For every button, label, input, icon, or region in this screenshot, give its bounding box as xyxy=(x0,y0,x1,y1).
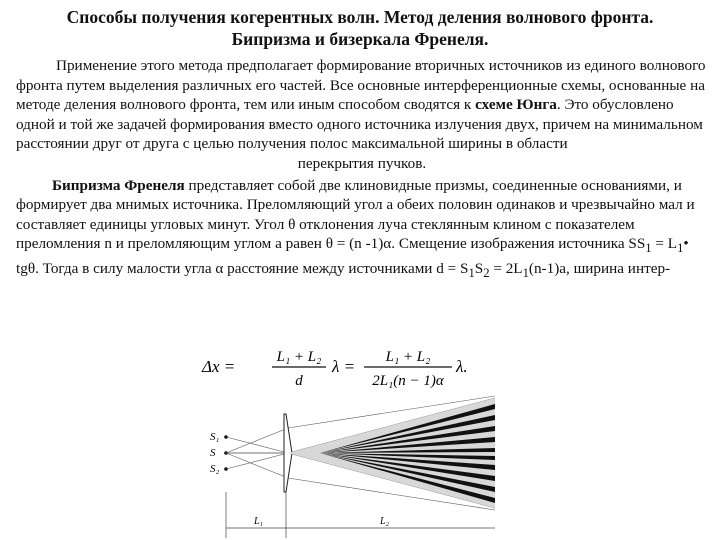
p2-text-a: представляет собой две клиновидные призмы, соединенные основаниями, и формирует два мнимых источника. Преломляющий угол a обеих половин одинаков и чрезвычайно мал и составляет единицы угловых минут. Угол θ отклонения луча стеклянным клином с показателем преломления n и преломляющим углом a равен θ = (n -1)α. Смещение изображения источника SS xyxy=(16,176,695,253)
p1-text-a: Применение этого метода предполагает формирование вторичных источников из единого волнового фронта путем выделения различных его частей. Все основные интерференционные схемы, основанные на методе деления волнового фронта, тем или иным способом сводятся к xyxy=(16,57,706,114)
title-line-1: Способы получения когерентных волн. Метод деления волнового фронта. xyxy=(66,7,654,27)
p2-sub-4: 2 xyxy=(483,266,490,280)
page-title xyxy=(0,6,720,50)
formula-numerator-2: L₁ + L₂ xyxy=(385,349,431,365)
body-text xyxy=(16,56,708,284)
paragraph-biprism xyxy=(16,176,708,284)
p2-sub-2: 1 xyxy=(677,241,684,256)
formula-delta-x: Δx = xyxy=(202,357,236,376)
p1-last-line: перекрытия пучков. xyxy=(297,154,427,172)
formula-lambda-end: λ. xyxy=(456,357,468,376)
formula-denominator-2: 2L₁(n − 1)α xyxy=(372,373,444,389)
p2-text-f: (n-1)a, ширина интер- xyxy=(528,259,671,277)
label-l1: L₁ xyxy=(254,516,264,527)
p2-text-d: S xyxy=(474,259,484,277)
paragraph-young-scheme xyxy=(16,56,708,174)
p2-sub-5: 1 xyxy=(522,266,529,280)
label-s1: S₁ xyxy=(210,431,220,443)
title-line-2: Бипризма и бизеркала Френеля. xyxy=(231,29,489,49)
p2-bold-biprism: Бипризма Френеля xyxy=(52,176,185,194)
label-s2: S₂ xyxy=(210,463,220,475)
p2-text-c: • tgθ. Тогда в силу малости угла α расстояние между источниками d = S xyxy=(16,235,689,277)
p2-text-e: = 2L xyxy=(489,259,523,277)
biprism-diagram xyxy=(200,392,500,538)
label-l2: L₂ xyxy=(380,516,390,527)
p2-sub-3: 1 xyxy=(468,266,475,280)
p1-bold-young: схеме Юнга xyxy=(475,96,557,114)
p2-sub-1: 1 xyxy=(645,241,652,256)
p1-text-b: . Это обусловлено одной и той же задачей формирования вместо одного источника излучения двух, причем на минимальном расстоянии друг от друга с целью получения полос максимальной ширины в области xyxy=(16,96,703,153)
fringe-width-formula xyxy=(196,340,496,394)
formula-numerator-1: L₁ + L₂ xyxy=(276,349,322,365)
formula-denominator-1: d xyxy=(295,373,303,389)
p2-text-b: = L xyxy=(651,235,678,253)
label-s: S xyxy=(210,447,216,459)
formula-lambda-eq: λ = xyxy=(332,357,356,376)
